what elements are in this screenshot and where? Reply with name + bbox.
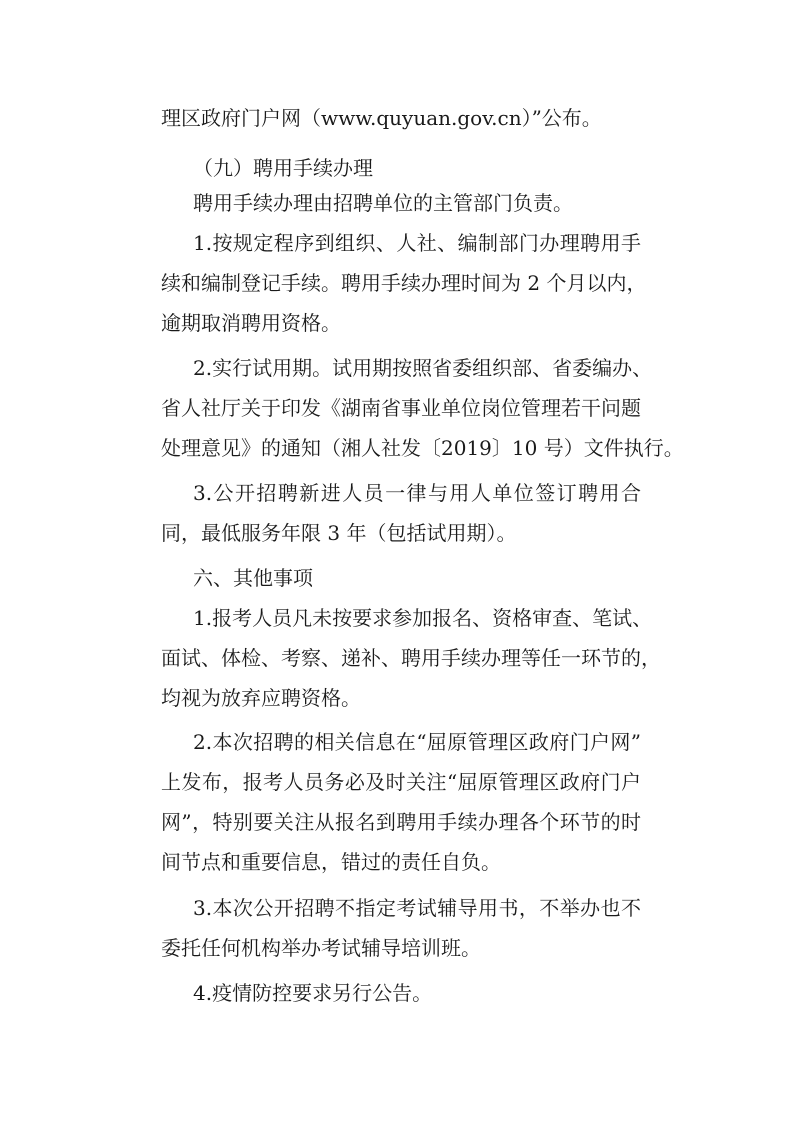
section-heading: （九）聘用手续办理	[193, 156, 373, 180]
paragraph-line: 聘用手续办理由招聘单位的主管部门负责。	[193, 191, 573, 215]
paragraph-line: 上发布，报考人员务必及时关注“屈原管理区政府门户	[161, 770, 641, 794]
paragraph-line: 逾期取消聘用资格。	[161, 311, 341, 335]
paragraph-line: 3.本次公开招聘不指定考试辅导用书，不举办也不	[193, 896, 641, 920]
paragraph-line: 委托任何机构举办考试辅导培训班。	[161, 936, 481, 960]
paragraph-line: 网”，特别要关注从报名到聘用手续办理各个环节的时	[161, 810, 641, 834]
paragraph-line: 3.公开招聘新进人员一律与用人单位签订聘用合	[193, 481, 641, 505]
paragraph-line: 4.疫情防控要求另行公告。	[193, 981, 433, 1005]
paragraph-line: 1.报考人员凡未按要求参加报名、资格审查、笔试、	[193, 606, 653, 630]
paragraph-line: 续和编制登记手续。聘用手续办理时间为 2 个月以内，	[161, 271, 647, 295]
paragraph-line: 间节点和重要信息，错过的责任自负。	[161, 850, 501, 874]
section-heading: 六、其他事项	[193, 566, 313, 590]
paragraph-line: 1.按规定程序到组织、人社、编制部门办理聘用手	[193, 231, 641, 255]
paragraph-line: 2.实行试用期。试用期按照省委组织部、省委编办、	[193, 356, 653, 380]
paragraph-line: 2.本次招聘的相关信息在“屈原管理区政府门户网”	[193, 730, 641, 754]
paragraph-line: 面试、体检、考察、递补、聘用手续办理等任一环节的，	[161, 646, 661, 670]
paragraph-line: 处理意见》的通知（湘人社发〔2019〕10 号）文件执行。	[161, 436, 684, 460]
paragraph-line: 理区政府门户网（www.quyuan.gov.cn）”公布。	[161, 106, 602, 130]
paragraph-line: 同，最低服务年限 3 年（包括试用期）。	[161, 521, 517, 545]
paragraph-line: 均视为放弃应聘资格。	[161, 686, 361, 710]
paragraph-line: 省人社厅关于印发《湖南省事业单位岗位管理若干问题	[161, 396, 641, 420]
